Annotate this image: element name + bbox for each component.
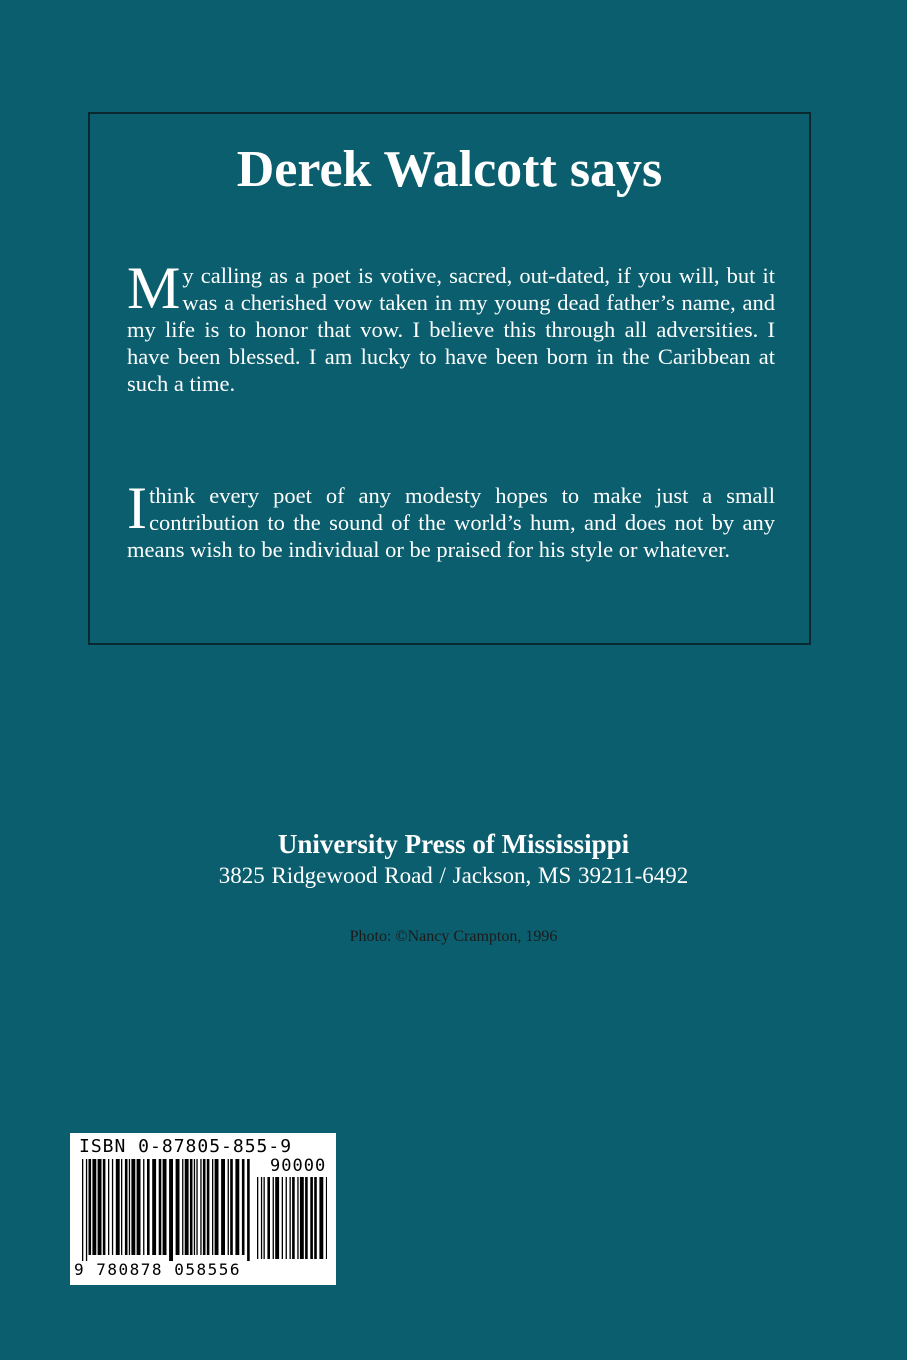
barcode-bar <box>207 1159 210 1255</box>
barcode-bar <box>305 1177 308 1259</box>
barcode-bar <box>221 1159 225 1255</box>
barcode-bar <box>290 1177 291 1259</box>
barcode-bar <box>264 1177 265 1259</box>
barcode-bar <box>108 1159 109 1255</box>
quote-box <box>88 112 811 645</box>
photo-credit: Photo: ©Nancy Crampton, 1996 <box>349 928 558 945</box>
quote-title: Derek Walcott says <box>236 141 663 198</box>
drop-cap-2: I <box>127 475 147 541</box>
barcode-bar <box>230 1159 233 1255</box>
ean-barcode-bars <box>82 1159 254 1261</box>
barcode-bar <box>116 1159 120 1255</box>
barcode-bar <box>273 1177 274 1259</box>
barcode-bar <box>228 1159 229 1255</box>
barcode-bar <box>286 1177 287 1259</box>
barcode-bar <box>257 1177 258 1259</box>
barcode-bar <box>82 1159 83 1261</box>
barcode-bar <box>103 1159 106 1255</box>
barcode-bar <box>152 1159 156 1255</box>
barcode-bar <box>267 1177 270 1259</box>
drop-cap-1: M <box>127 255 181 321</box>
quote-paragraph-2 <box>127 475 775 563</box>
barcode-bar <box>235 1159 239 1255</box>
barcode-bar <box>242 1159 245 1255</box>
barcode-bar <box>190 1159 193 1255</box>
barcode-bar <box>169 1159 173 1261</box>
barcode-bar <box>121 1159 122 1255</box>
barcode-bar <box>297 1177 298 1259</box>
barcode-bar <box>203 1159 206 1255</box>
isbn-label: ISBN 0-87805-855-9 <box>79 1136 293 1157</box>
barcode-bar <box>215 1159 219 1255</box>
barcode-bar <box>300 1177 304 1259</box>
barcode-bar <box>275 1177 279 1259</box>
barcode-bar <box>112 1159 113 1255</box>
barcode-bar <box>314 1177 317 1259</box>
quote-paragraph-1 <box>127 255 775 397</box>
barcode-bar <box>319 1177 323 1259</box>
barcode-bar <box>196 1159 197 1255</box>
barcode-bar <box>185 1159 189 1255</box>
barcode-bar <box>326 1177 327 1259</box>
barcode-bar <box>98 1159 102 1255</box>
barcode-bar <box>159 1159 162 1255</box>
barcode-bar <box>125 1159 128 1255</box>
barcode-bar <box>212 1159 213 1255</box>
barcode <box>70 1133 336 1285</box>
barcode-bar <box>261 1177 262 1259</box>
addon-barcode-bars <box>257 1177 329 1261</box>
ean-digits: 9 780878 058556 <box>74 1260 241 1279</box>
barcode-bar <box>176 1159 180 1255</box>
barcode-bar <box>292 1177 295 1259</box>
publisher-name: University Press of Mississippi <box>277 829 630 859</box>
barcode-bar <box>92 1159 96 1255</box>
barcode-bar <box>129 1159 130 1255</box>
publisher-address: 3825 Ridgewood Road / Jackson, MS 39211-6492 <box>218 863 689 888</box>
quote-paragraph-1-text: y calling as a poet is votive, sacred, out-dated, if you will, but it was a cherished vow taken in my young dead father’s name, and my life is to honor that vow. I believe this through all adversities. I have been blessed. I am lucky to have been born in the Caribbean at such a time. <box>127 263 775 396</box>
barcode-bar <box>310 1177 313 1259</box>
barcode-bar <box>89 1159 92 1255</box>
barcode-bar <box>182 1159 183 1255</box>
barcode-bar <box>143 1159 144 1255</box>
barcode-bar <box>86 1159 87 1261</box>
barcode-bar <box>200 1159 201 1255</box>
barcode-bar <box>247 1159 250 1261</box>
barcode-bar <box>147 1159 150 1255</box>
barcode-bar <box>194 1159 195 1255</box>
barcode-bar <box>282 1177 283 1259</box>
price-code: 90000 <box>270 1156 327 1176</box>
barcode-bar <box>131 1159 135 1255</box>
quote-paragraph-2-text: think every poet of any modesty hopes to make just a small contribution to the sound of the world’s hum, and does not by any means wish to be individual or be praised for his style or whatever. <box>127 483 775 562</box>
barcode-bar <box>163 1159 167 1255</box>
barcode-bar <box>137 1159 141 1255</box>
